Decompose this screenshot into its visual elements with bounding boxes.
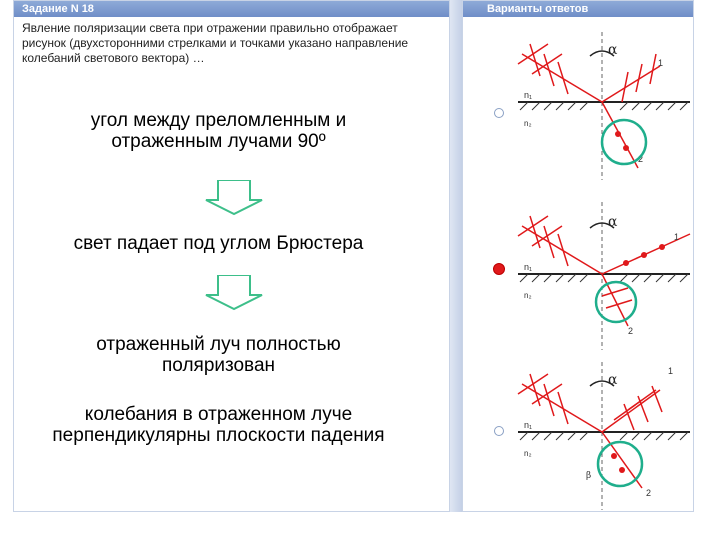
incident-vibrations xyxy=(518,216,568,266)
slide-line-2: отраженным лучами 90º xyxy=(111,131,326,152)
n1-label: n₁ xyxy=(524,420,533,430)
option-3-figure[interactable] xyxy=(510,360,696,510)
refracted-vibrations xyxy=(602,288,632,308)
ray-2-label: 2 xyxy=(646,488,652,498)
reflected-ray xyxy=(602,390,660,432)
ray-1-label: 1 xyxy=(674,232,680,242)
n2-label: n₂ xyxy=(524,119,532,128)
slide-line-4: отраженный луч полностью xyxy=(96,334,341,355)
incident-vibrations xyxy=(518,374,568,424)
ray-2-label: 2 xyxy=(628,326,634,336)
radio-option-2[interactable] xyxy=(493,263,505,275)
slide-line-1: угол между преломленным и xyxy=(90,110,347,131)
panel-divider xyxy=(450,0,462,512)
beta-label: β xyxy=(586,471,592,481)
alpha-label: α xyxy=(608,42,618,58)
incident-ray xyxy=(522,384,602,432)
radio-option-1[interactable] xyxy=(494,108,504,118)
n1-label: n₁ xyxy=(524,90,533,100)
option-1-figure[interactable] xyxy=(510,30,696,180)
down-arrow-icon xyxy=(204,275,264,311)
ray-2-label: 2 xyxy=(638,154,644,164)
n1-label: n₁ xyxy=(524,262,533,272)
highlight-circle xyxy=(598,442,642,486)
vibration-dot xyxy=(611,453,617,459)
incident-ray xyxy=(522,54,602,102)
reflected-ray xyxy=(602,66,660,102)
vibration-dot xyxy=(623,145,629,151)
radio-option-3[interactable] xyxy=(494,426,504,436)
vibration-dot xyxy=(615,131,621,137)
slide-line-6: колебания в отраженном луче xyxy=(84,404,353,425)
ray-1-label: 1 xyxy=(668,366,674,376)
task-header: Задание N 18 xyxy=(14,1,449,17)
alpha-label: α xyxy=(608,372,618,388)
question-text: Явление поляризации света при отражении правильно отображает рисунок (двухсторонними стрелками и точками указано направление колебаний светового вектора) … xyxy=(22,21,409,65)
slide-line-7: перпендикулярны плоскости падения xyxy=(52,425,385,446)
slide-line-5: поляризован xyxy=(162,355,275,376)
reflected-dots xyxy=(623,244,665,266)
incident-vibrations xyxy=(518,44,568,94)
incident-ray xyxy=(522,226,602,274)
alpha-label: α xyxy=(608,214,618,230)
down-arrow-icon xyxy=(204,180,264,216)
reflected-vibrations xyxy=(614,386,662,430)
vibration-dot xyxy=(619,467,625,473)
ray-1-label: 1 xyxy=(658,58,664,68)
reflected-vibrations xyxy=(622,54,656,102)
option-2-figure[interactable] xyxy=(510,200,696,350)
n2-label: n₂ xyxy=(524,449,532,458)
answers-header: Варианты ответов xyxy=(463,1,693,17)
slide-line-3: свет падает под углом Брюстера xyxy=(73,233,364,254)
n2-label: n₂ xyxy=(524,291,532,300)
